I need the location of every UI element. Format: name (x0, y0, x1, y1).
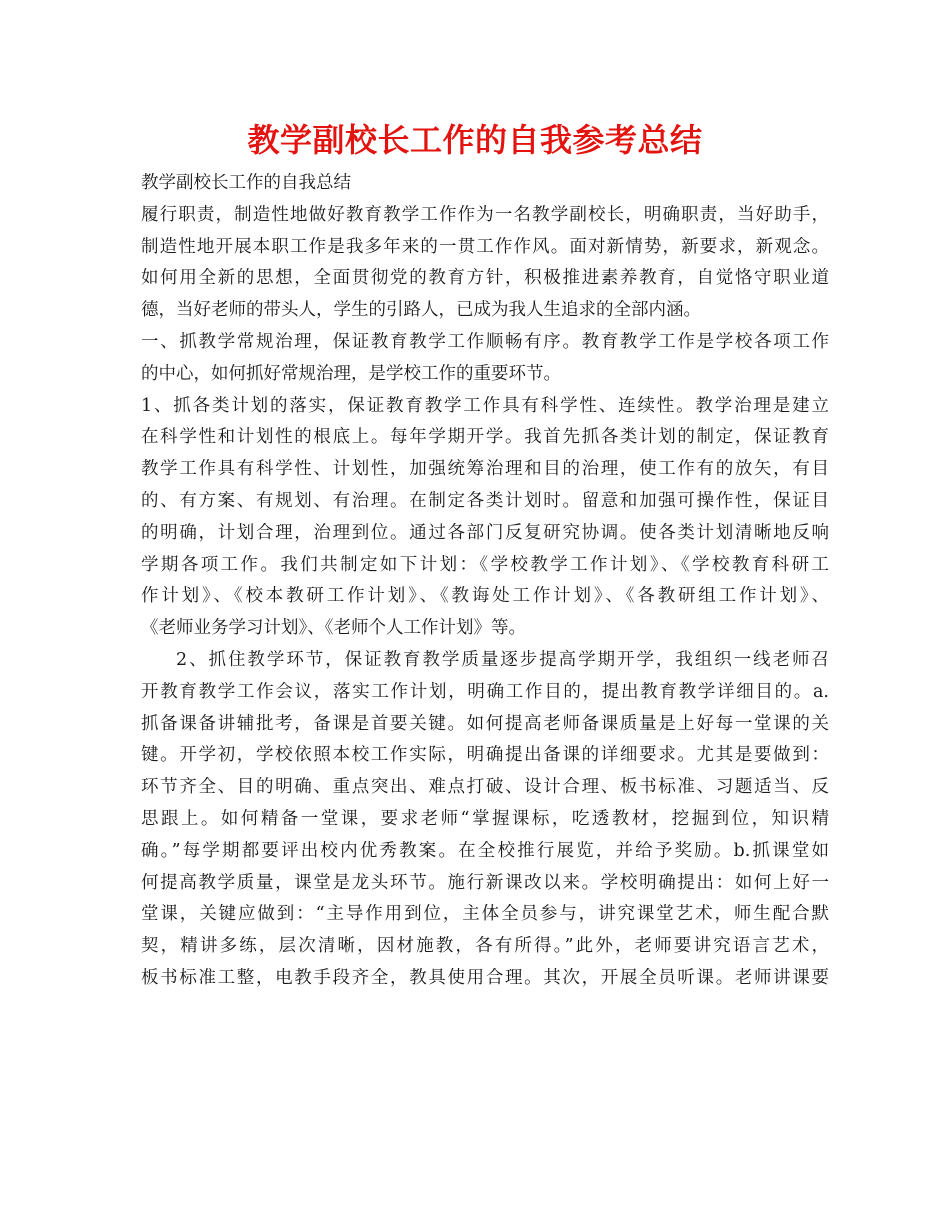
body-line: 键。开学初，学校依照本校工作实际，明确提出备课的详细要求。尤其是要做到： (141, 745, 829, 766)
body-line: 作计划》、《校本教研工作计划》、《教诲处工作计划》、《各教研组工作计划》、 (141, 586, 829, 607)
body-line: 契，精讲多练，层次清晰，因材施教，各有所得。”此外，老师要讲究语言艺术， (141, 936, 829, 957)
body-line: 德，当好老师的带头人，学生的引路人，已成为我人生追求的全部内涵。 (141, 300, 701, 321)
body-line: 的明确，计划合理，治理到位。通过各部门反复研究协调。使各类计划清晰地反响 (141, 522, 829, 543)
body-line-subtitle: 教学副校长工作的自我总结 (141, 173, 351, 193)
body-line: 的、有方案、有规划、有治理。在制定各类计划时。留意和加强可操作性，保证目 (141, 490, 829, 511)
body-line: 如何用全新的思想，全面贯彻党的教育方针，积极推进素养教育，自觉恪守职业道 (141, 268, 829, 289)
body-line: 学期各项工作。我们共制定如下计划：《学校教学工作计划》、《学校教育科研工 (141, 554, 829, 575)
body-line: 板书标准工整，电教手段齐全，教具使用合理。其次，开展全员听课。老师讲课要 (141, 967, 829, 988)
body-line: 2、抓住教学环节，保证教育教学质量逐步提高学期开学，我组织一线老师召 (176, 649, 829, 670)
body-line: 一、抓教学常规治理，保证教育教学工作顺畅有序。教育教学工作是学校各项工作 (141, 331, 829, 352)
body-line: 履行职责，制造性地做好教育教学工作作为一名教学副校长，明确职责，当好助手， (141, 204, 829, 225)
body-line: 抓备课备讲辅批考，备课是首要关键。如何提高老师备课质量是上好每一堂课的关 (141, 713, 829, 734)
body-line: 教学工作具有科学性、计划性，加强统筹治理和目的治理，使工作有的放矢，有目 (141, 459, 829, 480)
body-line: 何提高教学质量，课堂是龙头环节。施行新课改以来。学校明确提出：如何上好一 (141, 872, 829, 893)
body-line: 确。”每学期都要评出校内优秀教案。在全校推行展览，并给予奖励。b.抓课堂如 (141, 840, 829, 861)
body-line: 在科学性和计划性的根底上。每年学期开学。我首先抓各类计划的制定，保证教育 (141, 427, 829, 448)
body-line: 1、抓各类计划的落实，保证教育教学工作具有科学性、连续性。教学治理是建立 (141, 395, 829, 416)
body-line: 《老师业务学习计划》、《老师个人工作计划》等。 (141, 618, 526, 639)
body-line: 环节齐全、目的明确、重点突出、难点打破、设计合理、板书标准、习题适当、反 (141, 777, 829, 798)
body-line: 的中心，如何抓好常规治理，是学校工作的重要环节。 (141, 363, 561, 384)
document-body (141, 168, 829, 995)
document-title: 教学副校长工作的自我参考总结 (247, 121, 703, 159)
body-line: 开教育教学工作会议，落实工作计划，明确工作目的，提出教育教学详细目的。a. (141, 681, 829, 702)
body-line: 堂课，关键应做到：“主导作用到位，主体全员参与，讲究课堂艺术，师生配合默 (141, 904, 829, 925)
body-line: 思跟上。如何精备一堂课，要求老师“掌握课标，吃透教材，挖掘到位，知识精 (141, 808, 829, 829)
body-line: 制造性地开展本职工作是我多年来的一贯工作作风。面对新情势，新要求，新观念。 (141, 236, 829, 257)
